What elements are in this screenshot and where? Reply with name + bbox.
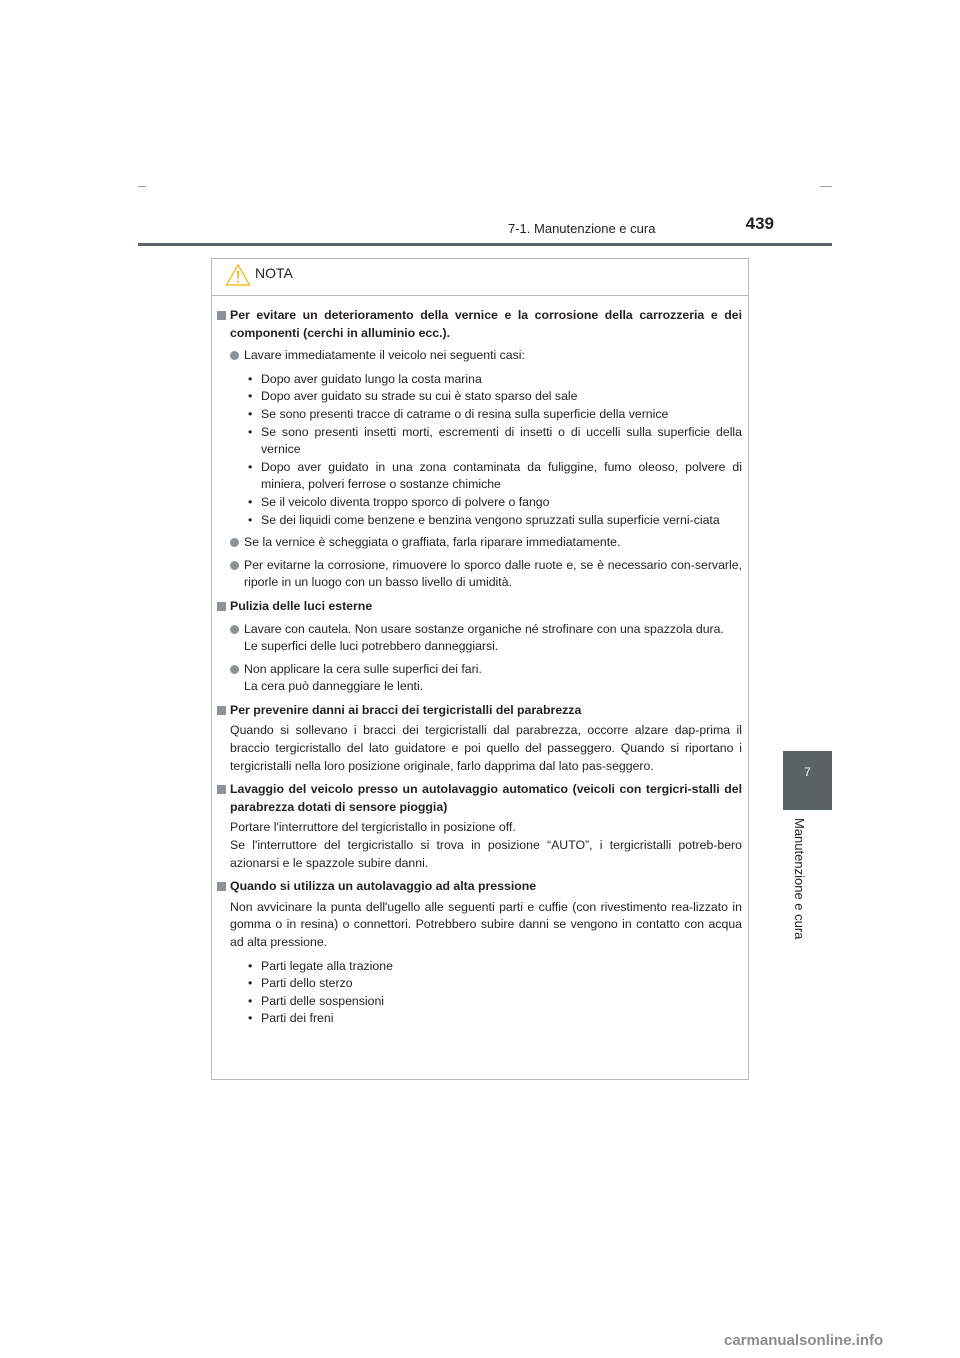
bullet-item: • Dopo aver guidato lungo la costa marina bbox=[217, 371, 742, 389]
list-item bbox=[217, 661, 742, 696]
section-heading-car-wash: Lavaggio del veicolo presso un autolavaggio automatico (veicoli con tergicri-stalli del parabrezza dotati di sensore pioggia) bbox=[217, 781, 742, 816]
paragraph-line: Se l'interruttore del tergicristallo si trova in posizione “AUTO”, i tergicristalli potreb-bero azionarsi e le spazzole subire danni. bbox=[230, 838, 742, 870]
bullet-item: • Parti legate alla trazione bbox=[217, 958, 742, 976]
section-heading-lights: Pulizia delle luci esterne bbox=[217, 598, 742, 616]
bullet-list-wash-cases bbox=[217, 371, 742, 529]
watermark: carmanualsonline.info bbox=[724, 1332, 884, 1349]
page-number: 439 bbox=[745, 214, 774, 233]
section-heading-wipers: Per prevenire danni ai bracci dei tergicristalli del parabrezza bbox=[217, 702, 742, 720]
list-item bbox=[217, 621, 742, 656]
bullet-item: • Se il veicolo diventa troppo sporco di polvere o fango bbox=[217, 494, 742, 512]
note-body bbox=[212, 296, 748, 1028]
bullet-item: • Parti dei freni bbox=[217, 1010, 742, 1028]
section-heading-paint: Per evitare un deterioramento della vernice e la corrosione della carrozzeria e dei componenti (cerchi in alluminio ecc.). bbox=[217, 307, 742, 342]
bullet-item: • Se sono presenti tracce di catrame o di resina sulla superficie della vernice bbox=[217, 406, 742, 424]
bullet-item: • Parti delle sospensioni bbox=[217, 993, 742, 1011]
bullet-item: • Se sono presenti insetti morti, escrementi di insetti o di uccelli sulla superficie della vernice bbox=[217, 424, 742, 459]
list-item-line: La cera può danneggiare le lenti. bbox=[244, 679, 424, 694]
list-item-line: Le superfici delle luci potrebbero danneggiarsi. bbox=[244, 639, 499, 654]
paragraph: Quando si sollevano i bracci dei tergicristalli dal parabrezza, occorre alzare dap-prima il braccio tergicristallo del lato guidatore e poi quello del passeggero. Quando si riportano i tergicristalli nella loro posizione originale, farlo dapprima dal lato pas-seggero. bbox=[230, 723, 742, 773]
list-item-line: Non applicare la cera sulle superfici dei fari. bbox=[244, 661, 482, 676]
paragraph: Non avvicinare la punta dell'ugello alle seguenti parti e cuffie (con rivestimento rea-lizzato in gomma o in resina) o connettori. Potrebbero subire danni se vengono in contatto con acqua ad alta pressione. bbox=[230, 899, 742, 949]
header-rule bbox=[138, 243, 832, 246]
note-box bbox=[211, 258, 749, 1080]
note-title: NOTA bbox=[255, 265, 293, 281]
note-header bbox=[212, 259, 748, 296]
bullet-item: • Parti dello sterzo bbox=[217, 975, 742, 993]
paragraph bbox=[217, 819, 742, 872]
chapter-tab bbox=[783, 751, 832, 810]
bullet-item: • Dopo aver guidato in una zona contaminata da fuliggine, fumo oleoso, polvere di miniera, polveri ferrose o sostanze chimiche bbox=[217, 459, 742, 494]
list-item: Lavare immediatamente il veicolo nei seguenti casi: bbox=[217, 347, 742, 365]
bullet-list-parts bbox=[217, 958, 742, 1028]
crop-mark-right bbox=[820, 186, 832, 187]
section-title: 7-1. Manutenzione e cura bbox=[508, 221, 656, 236]
bullet-item: • Dopo aver guidato su strade su cui è stato sparso del sale bbox=[217, 388, 742, 406]
chapter-number: 7 bbox=[804, 765, 811, 779]
paragraph-line: Portare l'interruttore del tergicristallo in posizione off. bbox=[230, 820, 516, 835]
list-item-line: Lavare con cautela. Non usare sostanze organiche né strofinare con una spazzola dura. bbox=[244, 621, 724, 636]
crop-mark-left bbox=[138, 186, 146, 187]
list-item: Se la vernice è scheggiata o graffiata, farla riparare immediatamente. bbox=[217, 534, 742, 552]
section-heading-high-pressure: Quando si utilizza un autolavaggio ad alta pressione bbox=[217, 878, 742, 896]
bullet-item: • Se dei liquidi come benzene e benzina vengono spruzzati sulla superficie verni-ciata bbox=[217, 512, 742, 530]
warning-triangle-icon bbox=[225, 263, 251, 287]
list-item: Per evitarne la corrosione, rimuovere lo sporco dalle ruote e, se è necessario con-servarle, riporle in un luogo con un basso livello di umidità. bbox=[217, 557, 742, 592]
chapter-label: Manutenzione e cura bbox=[792, 818, 807, 940]
